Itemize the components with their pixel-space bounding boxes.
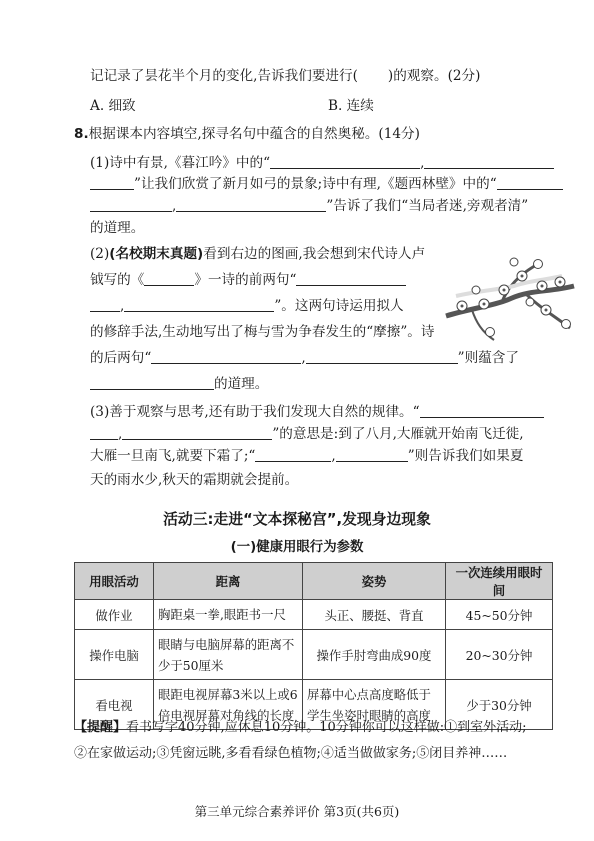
q7-line: 记记录了昙花半个月的变化,告诉我们要进行( )的观察。(2分) [90, 68, 481, 84]
table-row [75, 630, 553, 680]
q8-p2-line2: 钺写的《 》一诗的前两句“ [90, 270, 406, 290]
q7-option-a[interactable]: A. 细致 [90, 98, 136, 114]
cell-distance: 胸距桌一拳,眼距书一尺 [154, 600, 303, 630]
q8-p1-line4: 的道理。 [90, 220, 145, 236]
q8-p3-line4: 天的雨水少,秋天的霜期就会提前。 [90, 472, 299, 488]
cell-posture: 屏幕中心点高度略低于 学生坐姿时眼睛的高度 [303, 680, 446, 730]
answer-blank[interactable] [122, 425, 272, 440]
q8-p3-line2: , ”的意思是:到了八月,大雁就开始南飞迁徙, [90, 424, 524, 444]
table-row [75, 600, 553, 630]
tip-label: 【提醒】 [74, 720, 127, 735]
q8-p1-line2: ”让我们欣赏了新月如弓的景象;诗中有理,《题西林壁》中的“ [90, 174, 563, 194]
answer-blank[interactable] [420, 403, 544, 418]
tip-line1: 【提醒】看书写字40分钟,应休息10分钟。10分钟你可以这样做:①到室外活动; [74, 720, 527, 735]
table-subtitle: (一)健康用眼行为参数 [230, 540, 364, 555]
eye-use-parameter-table [74, 562, 553, 730]
answer-blank[interactable] [424, 154, 554, 169]
q8-p2-line3: , ”。这两句诗运用拟人 [90, 296, 404, 316]
q8-p1-line1: (1)诗中有景,《暮江吟》中的“ , [90, 153, 554, 173]
page-footer: 第三单元综合素养评价 第3页(共6页) [194, 804, 400, 819]
cell-activity: 操作电脑 [75, 630, 154, 680]
q8-p2-line4: 的修辞手法,生动地写出了梅与雪为争春发生的“摩擦”。诗 [90, 324, 435, 340]
answer-blank[interactable] [176, 197, 326, 212]
cell-activity: 看电视 [75, 680, 154, 730]
cell-posture: 操作手肘弯曲成90度 [303, 630, 446, 680]
answer-blank[interactable] [144, 271, 194, 286]
answer-blank[interactable] [151, 349, 301, 364]
cell-distance: 眼距电视屏幕3米以上或6 倍电视屏幕对角线的长度 [154, 680, 303, 730]
answer-blank[interactable] [90, 197, 172, 212]
activity-title: 活动三:走进“文本探秘宫”,发现身边现象 [163, 511, 431, 528]
cell-time: 20~30分钟 [446, 630, 553, 680]
cell-time: 45~50分钟 [446, 600, 553, 630]
column-header: 用眼活动 [75, 563, 154, 600]
answer-blank[interactable] [90, 425, 118, 440]
cell-distance: 眼睛与电脑屏幕的距离不 少于50厘米 [154, 630, 303, 680]
tip-line2: ②在家做运动;③凭窗远眺,多看看绿色植物;④适当做做家务;⑤闭目养神…… [74, 746, 508, 761]
q8-p2-line5: 的后两句“ , ”则蕴含了 [90, 350, 519, 366]
answer-blank[interactable] [90, 297, 120, 312]
q7-option-b[interactable]: B. 连续 [328, 98, 374, 114]
q8-p3-line1: (3)善于观察与思考,还有助于我们发现大自然的规律。“ [90, 402, 544, 422]
exam-source-tag: (名校期末真题) [109, 246, 204, 262]
column-header: 姿势 [303, 563, 446, 600]
q8-p1-line3: , ”告诉了我们“当局者迷,旁观者清” [90, 196, 528, 216]
column-header: 一次连续用眼时间 [446, 563, 553, 600]
q8-p2-line1: (2)(名校期末真题)看到右边的图画,我会想到宋代诗人卢 [90, 246, 426, 262]
answer-blank[interactable] [270, 154, 420, 169]
table-header-row [75, 563, 553, 600]
q8-p2-line6: 的道理。 [90, 374, 268, 394]
cell-posture: 头正、腰挺、背直 [303, 600, 446, 630]
cell-activity: 做作业 [75, 600, 154, 630]
column-header: 距离 [154, 563, 303, 600]
answer-blank[interactable] [255, 447, 331, 462]
answer-blank[interactable] [90, 175, 134, 190]
answer-blank[interactable] [296, 271, 406, 286]
cell-time: 少于30分钟 [446, 680, 553, 730]
q8-p3-line3: 大雁一旦南飞,就要下霜了;“ , ”则告诉我们如果夏 [90, 448, 524, 464]
answer-blank[interactable] [306, 349, 458, 364]
answer-blank[interactable] [336, 447, 408, 462]
answer-blank[interactable] [124, 297, 274, 312]
q8-stem: 8.根据课本内容填空,探寻名句中蕴含的自然奥秘。(14分) [74, 126, 420, 142]
answer-blank[interactable] [90, 375, 214, 390]
plum-blossom-snow-illustration [442, 246, 578, 346]
answer-blank[interactable] [497, 175, 563, 190]
